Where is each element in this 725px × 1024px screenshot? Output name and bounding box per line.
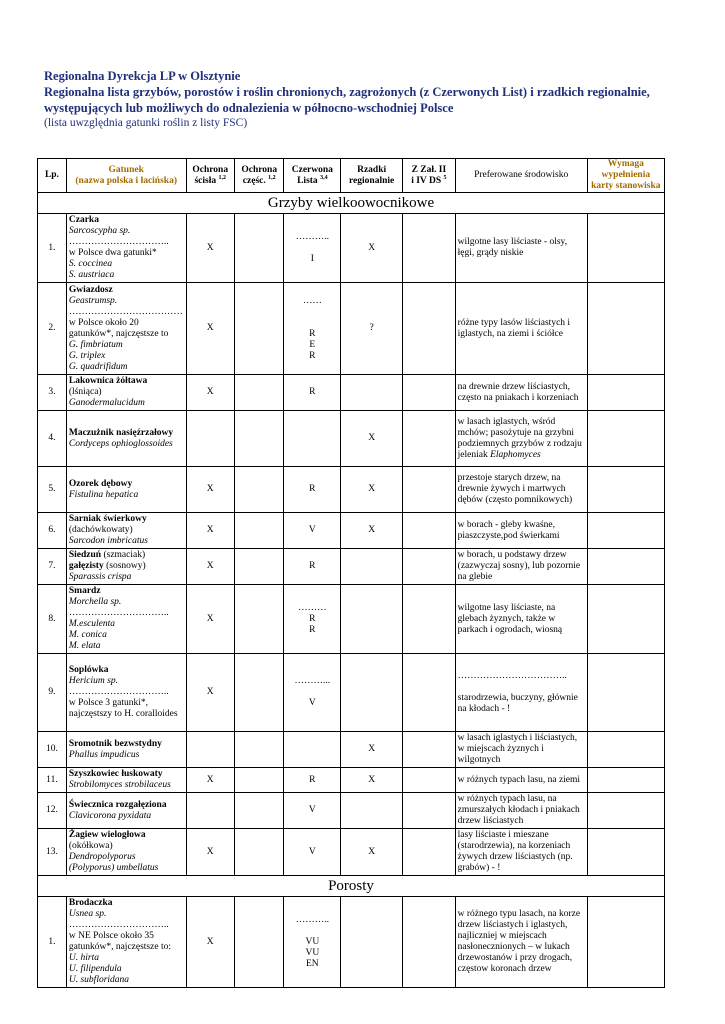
site-card-cell	[587, 549, 664, 585]
species-name-cell	[66, 793, 186, 829]
habitat-cell	[455, 467, 587, 513]
red-list-cell	[284, 549, 341, 585]
mark-annex	[403, 375, 456, 411]
species-latin-name: U. hirta	[68, 953, 99, 963]
habitat-cell	[455, 793, 587, 829]
red-list-value: V	[308, 698, 316, 708]
red-list-value: R	[309, 624, 316, 635]
species-latin-name: Sarcodon imbricatus	[68, 536, 148, 546]
red-list-cell	[284, 283, 341, 375]
species-note: w Polsce dwa gatunki*	[68, 248, 157, 258]
row-number: 6.	[38, 513, 67, 549]
row-number: 3.	[38, 375, 67, 411]
red-list-cell	[284, 513, 341, 549]
list-title: Regionalna lista grzybów, porostów i roślin chronionych, zagrożonych (z Czerwonych List) i rzadkich regionalnie, występujących lub możliwych do odnalezienia w północno-wschodniej Polsce	[44, 85, 650, 115]
mark-strict: X	[186, 897, 234, 988]
red-list-value: VU	[305, 947, 320, 958]
species-polish-name: Sromotnik bezwstydny	[68, 738, 162, 749]
species-note: w NE Polsce około 35 gatunków*, najczęstsze to:	[68, 931, 171, 952]
site-card-cell	[587, 283, 664, 375]
red-list-value: ………...	[294, 676, 331, 686]
red-list-cell	[284, 411, 341, 467]
species-latin-name: U. filipendula	[68, 964, 122, 974]
habitat-cell	[455, 768, 587, 793]
species-latin-name: M.esculenta	[68, 619, 116, 629]
species-latin-name: Strobilomyces strobilaceus	[68, 780, 171, 790]
mark-annex	[403, 585, 456, 654]
table-header-row	[38, 159, 665, 193]
habitat-cell	[455, 513, 587, 549]
species-polish-name: Szyszkowiec łuskowaty	[68, 769, 163, 779]
mark-annex	[403, 513, 456, 549]
mark-annex	[403, 768, 456, 793]
row-number: 9.	[38, 654, 67, 732]
mark-annex	[403, 654, 456, 732]
habitat-cell	[455, 283, 587, 375]
mark-partial	[234, 654, 284, 732]
species-note: …………………………..	[68, 608, 169, 618]
section-title-lichens: Porosty	[38, 876, 665, 897]
mark-partial	[234, 829, 284, 876]
red-list-value: R	[309, 774, 316, 785]
habitat-text: w borach - gleby kwaśne, piaszczyste,pod świerkami	[457, 519, 560, 541]
section-row-fungi	[38, 193, 665, 214]
site-card-cell	[587, 585, 664, 654]
habitat-cell	[455, 732, 587, 768]
species-note: (lśniąca)	[68, 387, 102, 397]
section-title-fungi: Grzyby wielkoowocnikowe	[38, 193, 665, 214]
species-name-cell	[66, 467, 186, 513]
species-latin-name: Dendropolyporus	[68, 852, 136, 862]
species-note: (dachówkowaty)	[68, 525, 133, 535]
table-row	[38, 513, 665, 549]
mark-partial	[234, 549, 284, 585]
red-list-cell	[284, 214, 341, 283]
habitat-text: w różnych typach lasu, na ziemi	[457, 774, 581, 785]
red-list-value	[286, 687, 338, 698]
mark-rare: X	[341, 513, 403, 549]
mark-annex	[403, 549, 456, 585]
habitat-cell	[455, 585, 587, 654]
site-card-cell	[587, 732, 664, 768]
mark-annex	[403, 411, 456, 467]
red-list-value: R	[309, 613, 316, 624]
species-latin-name: Phallus impudicus	[68, 749, 140, 760]
row-number: 10.	[38, 732, 67, 768]
table-row	[38, 375, 665, 411]
species-name-cell	[66, 214, 186, 283]
red-list-cell	[284, 732, 341, 768]
species-latin-name: S. austriaca	[68, 270, 115, 280]
mark-annex	[403, 732, 456, 768]
list-subtitle: (lista uwzględnia gatunki roślin z listy FSC)	[44, 117, 248, 129]
red-list-cell	[284, 585, 341, 654]
mark-strict: X	[186, 375, 234, 411]
col-header-species: Gatunek (nazwa polska i łacińska)	[66, 159, 186, 193]
habitat-text: różne typy lasów liściastych i iglastych, na ziemi i ściółce	[457, 317, 571, 339]
mark-partial	[234, 585, 284, 654]
table-row	[38, 768, 665, 793]
mark-strict: X	[186, 283, 234, 375]
red-list-cell	[284, 793, 341, 829]
mark-partial	[234, 411, 284, 467]
species-name-cell	[66, 768, 186, 793]
mark-partial	[234, 375, 284, 411]
red-list-value: R	[309, 328, 316, 339]
directorate-title: Regionalna Dyrekcja LP w Olsztynie	[44, 69, 241, 83]
species-note: …………………………..	[68, 920, 169, 930]
species-latin-name: Hericium sp.	[68, 676, 118, 686]
species-table	[37, 158, 665, 988]
site-card-cell	[587, 897, 664, 988]
table-row	[38, 214, 665, 283]
mark-partial	[234, 768, 284, 793]
habitat-cell	[455, 214, 587, 283]
habitat-text: w różnego typu lasach, na korze drzew liściastych i iglastych, najliczniej w miejscach nasłonecznionych – w lukach drzewostanów i przy drogach, częstow koronach drzew	[457, 909, 581, 974]
mark-annex	[403, 897, 456, 988]
row-number: 7.	[38, 549, 67, 585]
habitat-text: w różnych typach lasu, na zmurszałych kłodach i pniakach drzew liściastych	[457, 794, 580, 826]
mark-strict: X	[186, 829, 234, 876]
species-name-cell	[66, 829, 186, 876]
habitat-text: wilgotne lasy liściaste, na glebach żyznych, także w parkach i ogrodach, wiosną	[457, 602, 563, 635]
mark-strict	[186, 411, 234, 467]
species-latin-name: Morchella sp.	[68, 597, 122, 607]
site-card-cell	[587, 768, 664, 793]
red-list-cell	[284, 768, 341, 793]
red-list-value: R	[309, 484, 316, 494]
species-polish-name: Soplówka	[68, 665, 109, 675]
mark-rare	[341, 897, 403, 988]
species-latin-name: Sarcoscypha sp.	[68, 226, 131, 236]
red-list-value: ………..	[295, 231, 329, 242]
table-row	[38, 467, 665, 513]
species-polish-name: Czarka	[68, 215, 99, 225]
site-card-cell	[587, 654, 664, 732]
species-latin-name: M. conica	[68, 630, 107, 640]
species-note: w Polsce około 20 gatunków*, najczęstsze to	[68, 317, 169, 339]
red-list-value	[286, 318, 338, 329]
habitat-line: ……………………………..	[457, 670, 567, 681]
site-card-cell	[587, 513, 664, 549]
table-row	[38, 283, 665, 375]
table-row	[38, 585, 665, 654]
mark-rare	[341, 375, 403, 411]
mark-strict: X	[186, 549, 234, 585]
species-polish-name: Żagiew wielogłowa	[68, 830, 146, 840]
mark-strict	[186, 732, 234, 768]
species-latin-name: (Polyporus) umbellatus	[68, 863, 159, 873]
mark-annex	[403, 829, 456, 876]
mark-strict	[186, 793, 234, 829]
species-latin-name: M. elata	[68, 641, 101, 651]
habitat-text: w borach, u podstawy drzew (zazwyczaj sosny), lub pozornie na glebie	[457, 550, 581, 582]
row-number: 4.	[38, 411, 67, 467]
habitat-text: przestoje starych drzew, na drewnie żywych i martwych dębów (często pomnikowych)	[457, 473, 573, 505]
habitat-text: w lasach iglastych i liściastych, w miejscach żyznych i wilgotnych	[457, 733, 578, 765]
red-list-value	[286, 744, 338, 755]
habitat-text: w lasach iglastych, wśród mchów; pasożytuje na grzybni podziemnych grzybów z rodzaju jeleniak	[457, 416, 582, 460]
red-list-value: R	[309, 350, 316, 361]
mark-rare	[341, 585, 403, 654]
col-header-partial-protection: Ochrona częśc. $^{1,2}$	[234, 159, 284, 193]
species-latin-name: Usnea sp.	[68, 909, 107, 919]
mark-strict: X	[186, 585, 234, 654]
red-list-value: R	[309, 561, 316, 571]
site-card-cell	[587, 411, 664, 467]
red-list-value: ……	[302, 295, 322, 306]
mark-partial	[234, 214, 284, 283]
row-number: 11.	[38, 768, 67, 793]
row-number: 5.	[38, 467, 67, 513]
species-note: ………………………………	[68, 306, 183, 317]
species-polish-name: Brodaczka	[68, 898, 113, 908]
row-number: 13.	[38, 829, 67, 876]
species-note: w Polsce 3 gatunki*, najczęstszy to H. coralloides	[68, 698, 178, 719]
habitat-cell	[455, 411, 587, 467]
mark-rare: X	[341, 829, 403, 876]
red-list-value	[286, 433, 338, 444]
table-row	[38, 897, 665, 988]
species-latin-name: U. subfloridana	[68, 975, 130, 985]
habitat-line	[458, 682, 585, 693]
red-list-value	[286, 926, 338, 937]
mark-rare: X	[341, 214, 403, 283]
species-polish-name: Ozorek dębowy	[68, 478, 133, 489]
row-number: 8.	[38, 585, 67, 654]
mark-partial	[234, 283, 284, 375]
species-latin-name: Cordyceps ophioglossoides	[68, 438, 173, 449]
mark-strict: X	[186, 214, 234, 283]
species-polish-name: Gwiazdosz	[68, 284, 113, 295]
site-card-cell	[587, 375, 664, 411]
species-polish-name: Świecznica rozgałęziona	[68, 799, 167, 810]
species-latin-name: Sparassis crispa	[68, 572, 132, 582]
red-list-value	[286, 307, 338, 318]
mark-rare	[341, 793, 403, 829]
site-card-cell	[587, 793, 664, 829]
species-name-cell	[66, 585, 186, 654]
red-list-value: V	[308, 525, 316, 535]
habitat-text: na drewnie drzew liściastych, często na pniakach i korzeniach	[457, 381, 579, 403]
species-latin-name: S. coccinea	[68, 259, 113, 269]
red-list-cell	[284, 467, 341, 513]
table-row	[38, 829, 665, 876]
species-polish-name: Lakownica żółtawa	[68, 376, 148, 386]
red-list-cell	[284, 654, 341, 732]
mark-strict: X	[186, 513, 234, 549]
red-list-value: ………..	[295, 914, 329, 925]
col-header-site-card: Wymaga wypełnienia karty stanowiska	[587, 159, 664, 193]
habitat-cell	[455, 829, 587, 876]
row-number: 1.	[38, 897, 67, 988]
mark-annex	[403, 214, 456, 283]
species-latin-name: Geastrumsp.	[68, 295, 118, 306]
table-row	[38, 549, 665, 585]
table-row	[38, 654, 665, 732]
species-name-line: Siedzuń (szmaciak)	[68, 550, 146, 560]
habitat-text: wilgotne lasy liściaste - olsy, łęgi, grądy niskie	[457, 237, 568, 258]
species-latin-name: Clavicorona pyxidata	[68, 810, 152, 821]
col-header-strict-protection: Ochrona ścisła $^{1,2}$	[186, 159, 234, 193]
mark-annex	[403, 283, 456, 375]
mark-rare: X	[341, 411, 403, 467]
species-name-cell	[66, 411, 186, 467]
species-name-cell	[66, 897, 186, 988]
mark-rare	[341, 549, 403, 585]
habitat-cell	[455, 654, 587, 732]
red-list-value: E	[309, 339, 316, 350]
mark-partial	[234, 793, 284, 829]
col-header-habitat: Preferowane środowisko	[455, 159, 587, 193]
species-name-cell	[66, 654, 186, 732]
red-list-cell	[284, 897, 341, 988]
species-latin-name: Ganodermalucidum	[68, 398, 145, 408]
red-list-value	[286, 243, 338, 254]
mark-strict: X	[186, 768, 234, 793]
red-list-cell	[284, 375, 341, 411]
species-name-cell	[66, 283, 186, 375]
species-latin-name: G. triplex	[68, 350, 106, 361]
table-row	[38, 793, 665, 829]
site-card-cell	[587, 467, 664, 513]
mark-partial	[234, 467, 284, 513]
red-list-cell	[284, 829, 341, 876]
mark-strict: X	[186, 654, 234, 732]
table-row	[38, 411, 665, 467]
red-list-value: V	[308, 846, 316, 857]
habitat-cell	[455, 375, 587, 411]
mark-rare: ?	[341, 283, 403, 375]
row-number: 12.	[38, 793, 67, 829]
table-row	[38, 732, 665, 768]
col-header-no: Lp.	[38, 159, 67, 193]
mark-annex	[403, 793, 456, 829]
mark-partial	[234, 513, 284, 549]
mark-rare: X	[341, 732, 403, 768]
species-name-cell	[66, 375, 186, 411]
species-note: …………………………..	[68, 687, 169, 697]
mark-partial	[234, 732, 284, 768]
species-name-cell	[66, 549, 186, 585]
red-list-value: R	[309, 387, 316, 397]
red-list-value: I	[310, 253, 314, 264]
mark-partial	[234, 897, 284, 988]
mark-strict: X	[186, 467, 234, 513]
species-polish-name: Sarniak świerkowy	[68, 514, 147, 524]
species-note: …………………………..	[68, 237, 169, 247]
mark-annex	[403, 467, 456, 513]
col-header-red-list: Czerwona Lista $^{3,4}$	[284, 159, 341, 193]
species-note: (okółkowa)	[68, 841, 113, 851]
species-polish-name: Maczużnik nasięźrzałowy	[68, 427, 174, 438]
col-header-annex: Z Zał. II i IV DS $^5$	[403, 159, 456, 193]
red-list-value: VU	[305, 936, 320, 947]
species-name-cell	[66, 732, 186, 768]
site-card-cell	[587, 214, 664, 283]
red-list-value: EN	[305, 958, 319, 969]
habitat-text: lasy liściaste i mieszane (starodrzewia), na korzeniach żywych drzew liściastych (np. grabów) - !	[457, 830, 573, 873]
habitat-line: starodrzewia, buczyny, głównie na kłodach - !	[457, 692, 578, 714]
red-list-value: V	[308, 805, 316, 815]
habitat-genus: Elaphomyces	[490, 449, 541, 460]
species-name-cell	[66, 513, 186, 549]
habitat-cell	[455, 549, 587, 585]
site-card-cell	[587, 829, 664, 876]
species-latin-name: Fistulina hepatica	[68, 489, 139, 500]
section-row-lichens	[38, 876, 665, 897]
mark-rare: X	[341, 467, 403, 513]
mark-rare	[341, 654, 403, 732]
red-list-value: ………	[298, 602, 327, 613]
species-latin-name: G. quadrifidum	[68, 361, 128, 372]
document-header	[44, 68, 684, 131]
row-number: 1.	[38, 214, 67, 283]
species-latin-name: G. fimbriatum	[68, 339, 123, 350]
row-number: 2.	[38, 283, 67, 375]
species-polish-name: Smardz	[68, 586, 101, 596]
habitat-cell	[455, 897, 587, 988]
col-header-rare: Rzadki regionalnie	[341, 159, 403, 193]
species-name-line: gałęzisty (sosnowy)	[68, 561, 146, 571]
mark-rare: X	[341, 768, 403, 793]
